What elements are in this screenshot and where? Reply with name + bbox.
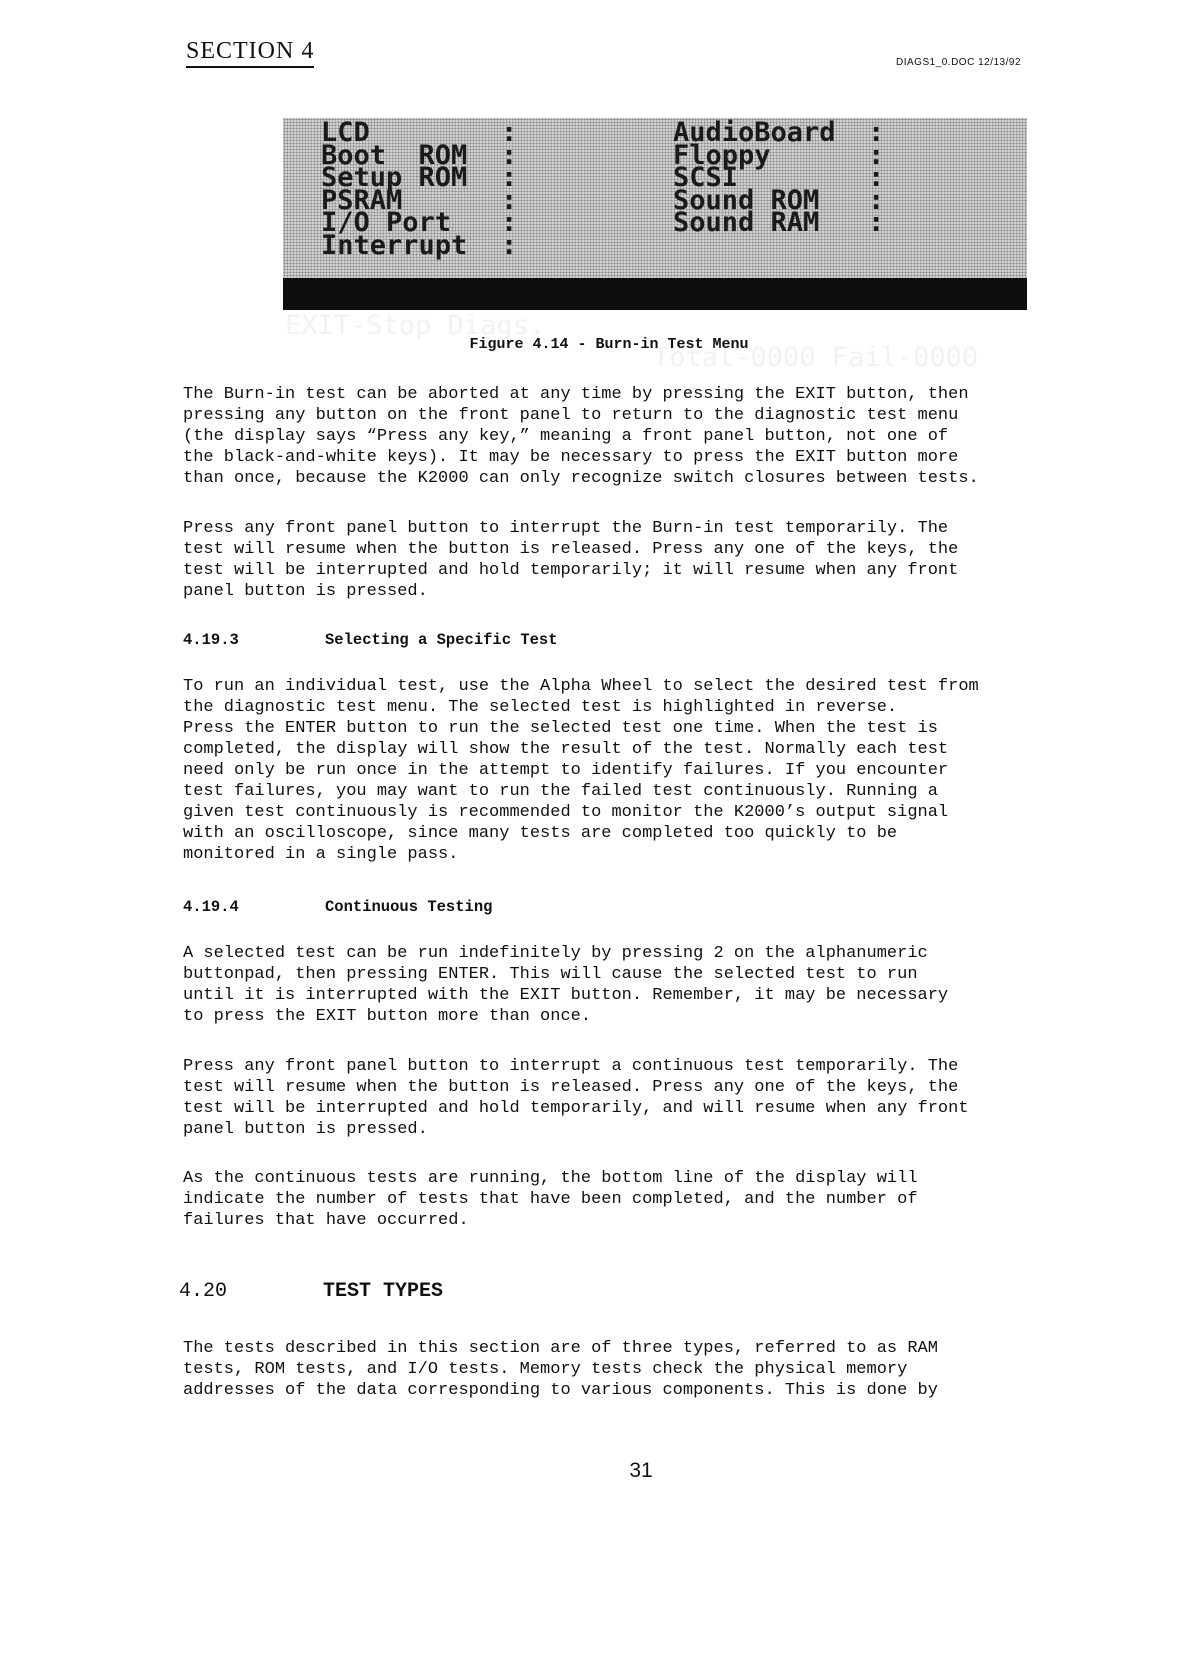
paragraph-continuous-interrupt: Press any front panel button to interrupt a continuous test temporarily. The test will resume when the button is released. Press any one of the keys, the test will be interrupted and hold temporarily, and will resume when any front panel button is pressed.: [183, 1057, 969, 1139]
heading-4-19-3: 4.19.3 Selecting a Specific Test: [183, 631, 558, 649]
lcd-item-psram[interactable]: PSRAM :: [321, 184, 518, 216]
lcd-item-sound-ram[interactable]: Sound RAM :: [673, 207, 885, 238]
lcd-item-scsi[interactable]: SCSI :: [673, 162, 885, 193]
lcd-item-sound-rom[interactable]: Sound ROM :: [673, 184, 885, 216]
paragraph-test-types: The tests described in this section are of three types, referred to as RAM tests, ROM tests, and I/O tests. Memory tests check the physical memory addresses of the data corresponding to various components. This is done by: [183, 1339, 938, 1400]
lcd-left-column: [321, 117, 518, 261]
paragraph-burn-in-abort: The Burn-in test can be aborted at any time by pressing the EXIT button, then pressing any button on the front panel to return to the diagnostic test menu (the display says “Press any key,” meaning a front panel button, not one of the black-and-white keys). It may be necessary to press the EXIT button more than once, because the K2000 can only recognize switch closures between tests.: [183, 385, 979, 488]
lcd-item-audioboard[interactable]: AudioBoard :: [673, 117, 885, 148]
paragraph-continuous-counter: As the continuous tests are running, the bottom line of the display will indicate the number of tests that have been completed, and the number of failures that have occurred.: [183, 1169, 918, 1230]
figure-caption: Figure 4.14 - Burn-in Test Menu: [469, 336, 749, 353]
lcd-right-column: [673, 117, 885, 238]
paragraph-selecting-test: To run an individual test, use the Alpha Wheel to select the desired test from the diagnostic test menu. The selected test is highlighted in reverse. Press the ENTER button to run the selected test one time. When the test is completed, the display will show the result of the test. Normally each test need only be run once in the attempt to identify failures. If you encounter test failures, you may want to run the failed test continuously. Running a given test continuously is recommended to monitor the K2000’s output signal with an oscilloscope, since many tests are completed too quickly to be monitored in a single pass.: [183, 677, 979, 864]
document-id: DIAGS1_0.DOC 12/13/92: [896, 57, 1022, 68]
lcd-item-io-port[interactable]: I/O Port :: [321, 207, 518, 238]
lcd-item-lcd[interactable]: LCD :: [321, 117, 518, 148]
lcd-total-fail-counter: Total-0000 Fail-0000: [653, 342, 979, 373]
lcd-item-setup-rom[interactable]: Setup ROM :: [321, 162, 518, 193]
lcd-item-floppy[interactable]: Floppy :: [673, 139, 885, 171]
heading-4-19-4: 4.19.4 Continuous Testing: [183, 898, 493, 916]
paragraph-continuous-run: A selected test can be run indefinitely by pressing 2 on the alphanumeric buttonpad, then pressing ENTER. This will cause the selected test to run until it is interrupted with the EXIT button. Remember, it may be necessary to press the EXIT button more than once.: [183, 944, 949, 1026]
page-number: 31: [629, 1459, 653, 1482]
section-title: SECTION 4: [186, 38, 314, 68]
paragraph-burn-in-interrupt: Press any front panel button to interrupt the Burn-in test temporarily. The test will resume when the button is released. Press any one of the keys, the test will be interrupted and hold temporarily; it will resume when any front panel button is pressed.: [183, 519, 959, 601]
lcd-item-interrupt[interactable]: Interrupt :: [321, 229, 518, 261]
heading-4-20: 4.20 TEST TYPES: [179, 1280, 444, 1303]
lcd-exit-stop-label[interactable]: EXIT-Stop Diags.: [285, 310, 546, 341]
lcd-item-boot-rom[interactable]: Boot ROM :: [321, 139, 518, 171]
